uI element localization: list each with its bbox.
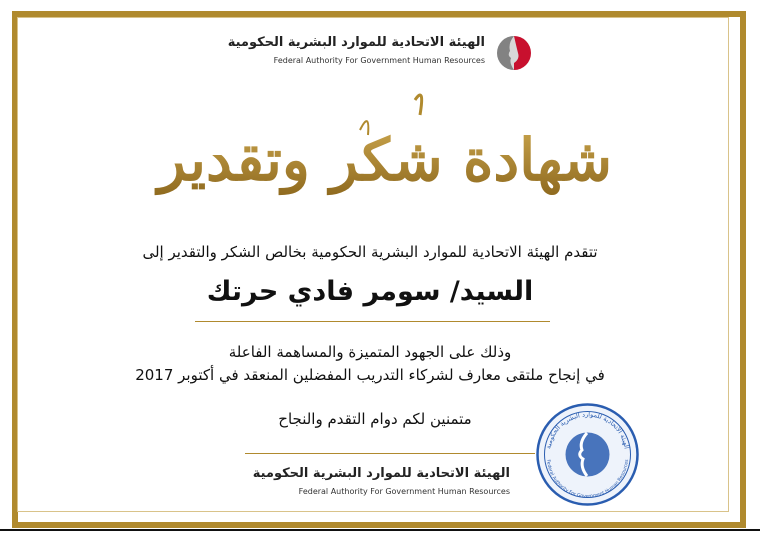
recipient-name: السيد/ سومر فادي حرتك <box>206 276 534 307</box>
header-logo <box>227 33 540 73</box>
header-org-name-ar: الهيئة الاتحادية للموارد البشرية الحكومية <box>227 35 485 50</box>
fahr-logo-icon <box>494 33 534 73</box>
signature-org-name-ar: الهيئة الاتحادية للموارد البشرية الحكومية <box>252 466 510 481</box>
divider <box>195 321 550 322</box>
header-org-name-en: Federal Authority For Government Human Resources <box>273 56 485 65</box>
body-line-1: وذلك على الجهود المتميزة والمساهمة الفاعلة <box>228 343 512 361</box>
intro-text: تتقدم الهيئة الاتحادية للموارد البشرية الحكومية بخالص الشكر والتقدير إلى <box>142 243 598 261</box>
title-text: شهادة شكر وتقدير <box>157 126 613 194</box>
page-bottom-edge <box>0 529 760 531</box>
signature-org-name-en: Federal Authority For Government Human Resources <box>298 487 510 496</box>
seal-text-en: Federal Authority For Government Human Resources <box>545 459 630 500</box>
signature-divider <box>245 453 535 454</box>
official-seal-icon <box>535 402 640 507</box>
certificate-title <box>157 80 613 220</box>
body-line-2: في إنجاح ملتقى معارف لشركاء التدريب المفضلين المنعقد في أكتوبر 2017 <box>135 366 605 384</box>
seal-text-ar: الهيئة الاتحادية للموارد البشرية الحكومية <box>544 410 631 450</box>
wishes-text: متمنين لكم دوام التقدم والنجاح <box>278 410 472 428</box>
